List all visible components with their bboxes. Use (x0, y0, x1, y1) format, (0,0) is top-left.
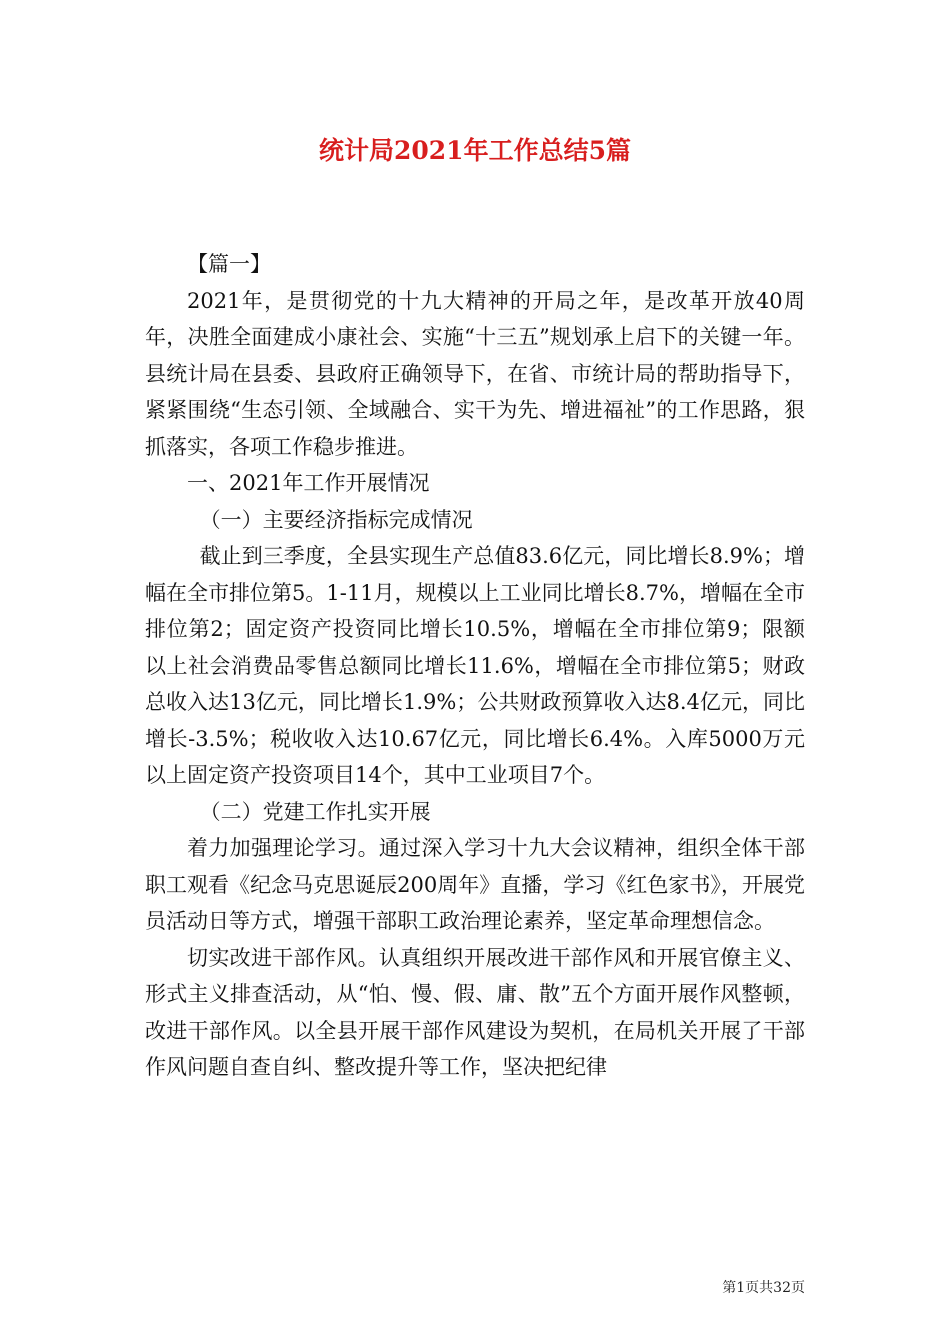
document-title: 统计局2021年工作总结5篇 (319, 136, 631, 165)
paragraph-intro: 2021年，是贯彻党的十九大精神的开局之年，是改革开放40周年，决胜全面建成小康社会、实施“十三五”规划承上启下的关键一年。县统计局在县委、县政府正确领导下，在省、市统计局的帮助指导下，紧紧围绕“生态引领、全域融合、实干为先、增进福祉”的工作思路，狠抓落实，各项工作稳步推进。 (145, 288, 805, 459)
section-heading: 一、2021年工作开展情况 (187, 471, 430, 495)
paragraph-theory-study: 着力加强理论学习。通过深入学习十九大会议精神，组织全体干部职工观看《纪念马克思诞辰200周年》直播，学习《红色家书》，开展党员活动日等方式，增强干部职工政治理论素养，坚定革命理想信念。 (145, 836, 805, 933)
subsection-heading: （一）主要经济指标完成情况 (199, 507, 473, 532)
paragraph-economic-indicators: 截止到三季度，全县实现生产总值83.6亿元，同比增长8.9%；增幅在全市排位第5。1-11月，规模以上工业同比增长8.7%，增幅在全市排位第2；固定资产投资同比增长10.5%，增幅在全市排位第9；限额以上社会消费品零售总额同比增长11.6%，增幅在全市排位第5；财政总收入达13亿元，同比增长1.9%；公共财政预算收入达8.4亿元，同比增长-3.5%；税收收入达10.67亿元，同比增长6.4%。入库5000万元以上固定资产投资项目14个，其中工业项目7个。 (145, 544, 805, 787)
subsection-heading: （二）党建工作扎实开展 (199, 799, 431, 824)
document-body (145, 246, 805, 1086)
page-footer: 第1页共32页 (722, 1280, 805, 1296)
paragraph-work-style: 切实改进干部作风。认真组织开展改进干部作风和开展官僚主义、形式主义排查活动，从“怕、慢、假、庸、散”五个方面开展作风整顿，改进干部作风。以全县开展干部作风建设为契机，在局机关开展了干部作风问题自查自纠、整改提升等工作，坚决把纪律 (145, 945, 805, 1079)
chapter-heading: 【篇一】 (187, 252, 271, 276)
